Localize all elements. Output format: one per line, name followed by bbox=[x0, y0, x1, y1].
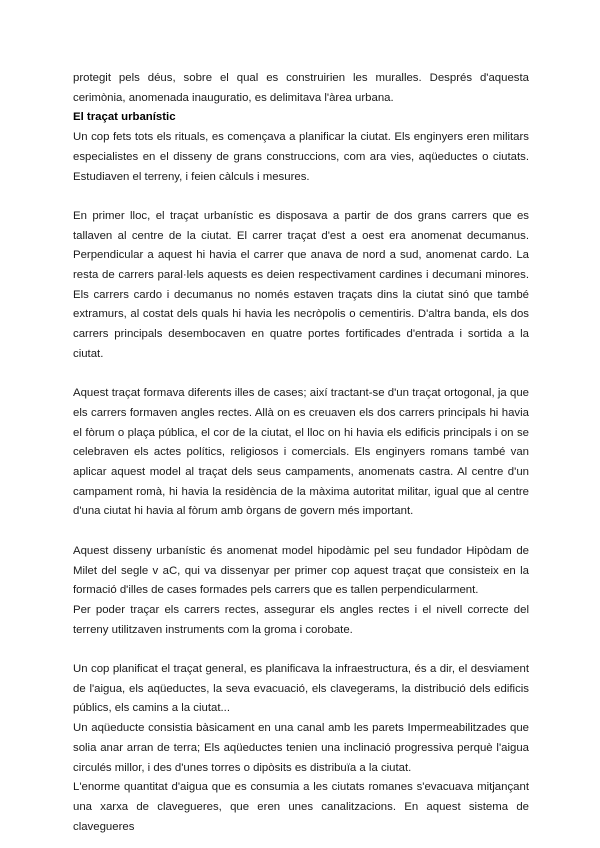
paragraph-rituals: Un cop fets tots els rituals, es començava a planificar la ciutat. Els enginyers eren militars especialistes en el disseny de grans construccions, com ara vies, aqüeductes o ciutats. Estudiaven el terreny, i feien càlculs i mesures. bbox=[73, 131, 529, 183]
paragraph-aqueduct: Un aqüeducte consistia bàsicament en una canal amb les parets Impermeabilitzades que solia anar arran de terra; Els aqüeductes tenien una inclinació progressiva perquè l'aigua circulés millor, i des d'unes torres o dipòsits es distribuïa a la ciutat. bbox=[73, 722, 529, 774]
paragraph-sewers: L'enorme quantitat d'aigua que es consumia a les ciutats romanes s'evacuava mitjançant una xarxa de clavegueres, que eren unes canalitzacions. En aquest sistema de clavegueres bbox=[73, 781, 529, 833]
paragraph-main-streets: En primer lloc, el traçat urbanístic es disposava a partir de dos grans carrers que es tallaven al centre de la ciutat. El carrer traçat d'est a oest era anomenat decumanus. Perpendicular a aquest hi havia el carrer que anava de nord a sud, anomenat cardo. La resta de carrers paral·lels aquests es deien respectivament cardines i decumani minores. Els carrers cardo i decumanus no només estaven traçats dins la ciutat sinó que també extramurs, al costat dels quals hi havia les necròpolis o cementiris. D'altra banda, els dos carrers principals desembocaven en quatre portes fortificades d'entrada i sortida a la ciutat. bbox=[73, 209, 529, 360]
paragraph-infrastructure: Un cop planificat el traçat general, es planificava la infraestructura, és a dir, el desviament de l'aigua, els aqüeductes, la seva evacuació, els clavegerams, la distribució dels edificis públics, els camins a la ciutat... bbox=[73, 663, 529, 715]
document-body bbox=[73, 69, 529, 837]
paragraph-street-grid: Aquest traçat formava diferents illes de cases; així tractant-se d'un traçat ortogonal, ja que els carrers formaven angles rectes. Allà on es creuaven els dos carrers principals hi havia el fòrum o plaça pública, el cor de la ciutat, el lloc on hi havia els edificis principals i on se celebraven els actes polítics, religiosos i comercials. Els enginyers romans també van aplicar aquest model al traçat dels seus campaments, anomenats castra. Al centre d'un campament romà, hi havia la residència de la màxima autoritat militar, igual que al centre d'una ciutat hi havia al fòrum amb òrgans de govern més important. bbox=[73, 387, 529, 518]
paragraph-hippodamian-model: Aquest disseny urbanístic és anomenat model hipodàmic pel seu fundador Hipòdam de Milet del segle v aC, qui va dissenyar per primer cop aquest traçat que consisteix en la formació d'illes de cases formades pels carrers que es tallen perpendicularment. bbox=[73, 544, 529, 597]
paragraph-instruments: Per poder traçar els carrers rectes, assegurar els angles rectes i el nivell correcte del terreny utilitzaven instruments com la groma i corobate. bbox=[73, 603, 529, 636]
paragraph-continued: protegit pels déus, sobre el qual es construirien les muralles. Després d'aquesta cerimònia, anomenada inauguratio, es delimitava l'àrea urbana. bbox=[73, 72, 529, 104]
section-heading: El traçat urbanístic bbox=[73, 111, 176, 124]
